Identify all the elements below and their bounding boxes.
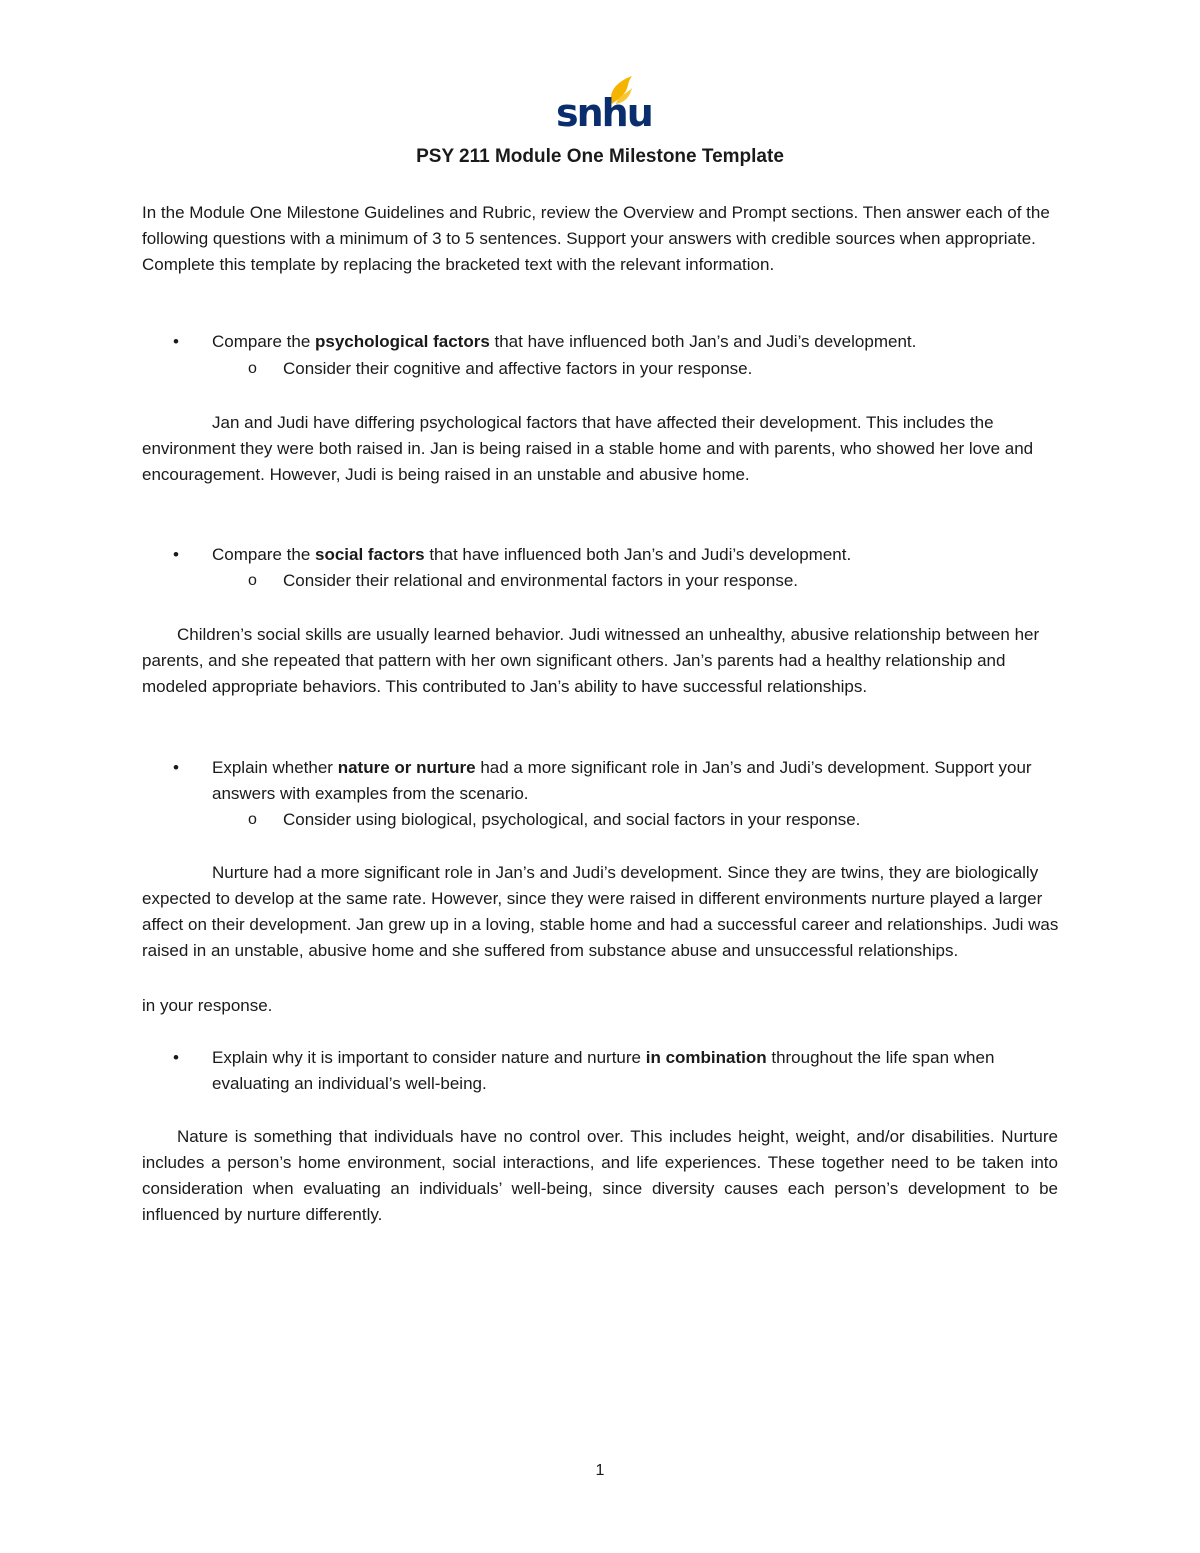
sub-prompt-text: Consider using biological, psychological, and social factors in your response.	[283, 810, 861, 829]
sub-prompt-text: Consider their cognitive and affective factors in your response.	[283, 359, 753, 378]
page-title: PSY 211 Module One Milestone Template	[416, 146, 784, 167]
answer-paragraph: Nature is something that individuals have no control over. This includes height, weight, and/or disabilities. Nurture includes a person’s home environment, social interactions, and life experiences. These together need to be taken into consideration when evaluating an individuals’ well-being, since diversity causes each person’s development to be influenced by nurture differently.	[142, 1127, 1058, 1224]
prompt-text: Explain whether nature or nurture had a more significant role in Jan’s and Judi’s development. Support your answers with examples from the scenario.	[212, 758, 1032, 803]
bullet-icon: •	[173, 545, 179, 564]
answer-paragraph: Nurture had a more significant role in Jan’s and Judi’s development. Since they are twins, they are biologically expected to develop at the same rate. However, since they were raised in different environments nurture played a larger affect on their development. Jan grew up in a loving, stable home and had a successful career and relationships. Judi was raised in an unstable, abusive home and she suffered from substance abuse and unsuccessful relationships.	[142, 863, 1059, 960]
answer-trailing-text: in your response.	[142, 996, 273, 1015]
prompt-text: Explain why it is important to consider nature and nurture in combination throughout the life span when evaluating an individual’s well-being.	[212, 1048, 995, 1093]
prompt-text: Compare the psychological factors that have influenced both Jan’s and Judi’s development.	[212, 332, 917, 351]
bullet-icon: •	[173, 332, 179, 351]
sub-bullet-icon: o	[248, 811, 257, 828]
snhu-logo	[556, 74, 652, 135]
prompt-text: Compare the social factors that have influenced both Jan’s and Judi’s development.	[212, 545, 852, 564]
sub-bullet-icon: o	[248, 572, 257, 589]
page-number: 1	[595, 1462, 605, 1479]
bullet-icon: •	[173, 1048, 179, 1067]
sub-bullet-icon: o	[248, 360, 257, 377]
answer-paragraph: Children’s social skills are usually learned behavior. Judi witnessed an unhealthy, abusive relationship between her parents, and she repeated that pattern with her own significant others. Jan’s parents had a healthy relationship and modeled appropriate behaviors. This contributed to Jan’s ability to have successful relationships.	[142, 625, 1040, 696]
bullet-icon: •	[173, 758, 179, 777]
answer-paragraph: Jan and Judi have differing psychological factors that have affected their development. This includes the environment they were both raised in. Jan is being raised in a stable home and with parents, who showed her love and encouragement. However, Judi is being raised in an unstable and abusive home.	[142, 413, 1034, 484]
intro-paragraph: In the Module One Milestone Guidelines and Rubric, review the Overview and Prompt sections. Then answer each of the following questions with a minimum of 3 to 5 sentences. Support your answers with credible sources when appropriate. Complete this template by replacing the bracketed text with the relevant information.	[142, 203, 1050, 274]
logo-wordmark: snhu	[556, 91, 652, 135]
sub-prompt-text: Consider their relational and environmental factors in your response.	[283, 571, 798, 590]
